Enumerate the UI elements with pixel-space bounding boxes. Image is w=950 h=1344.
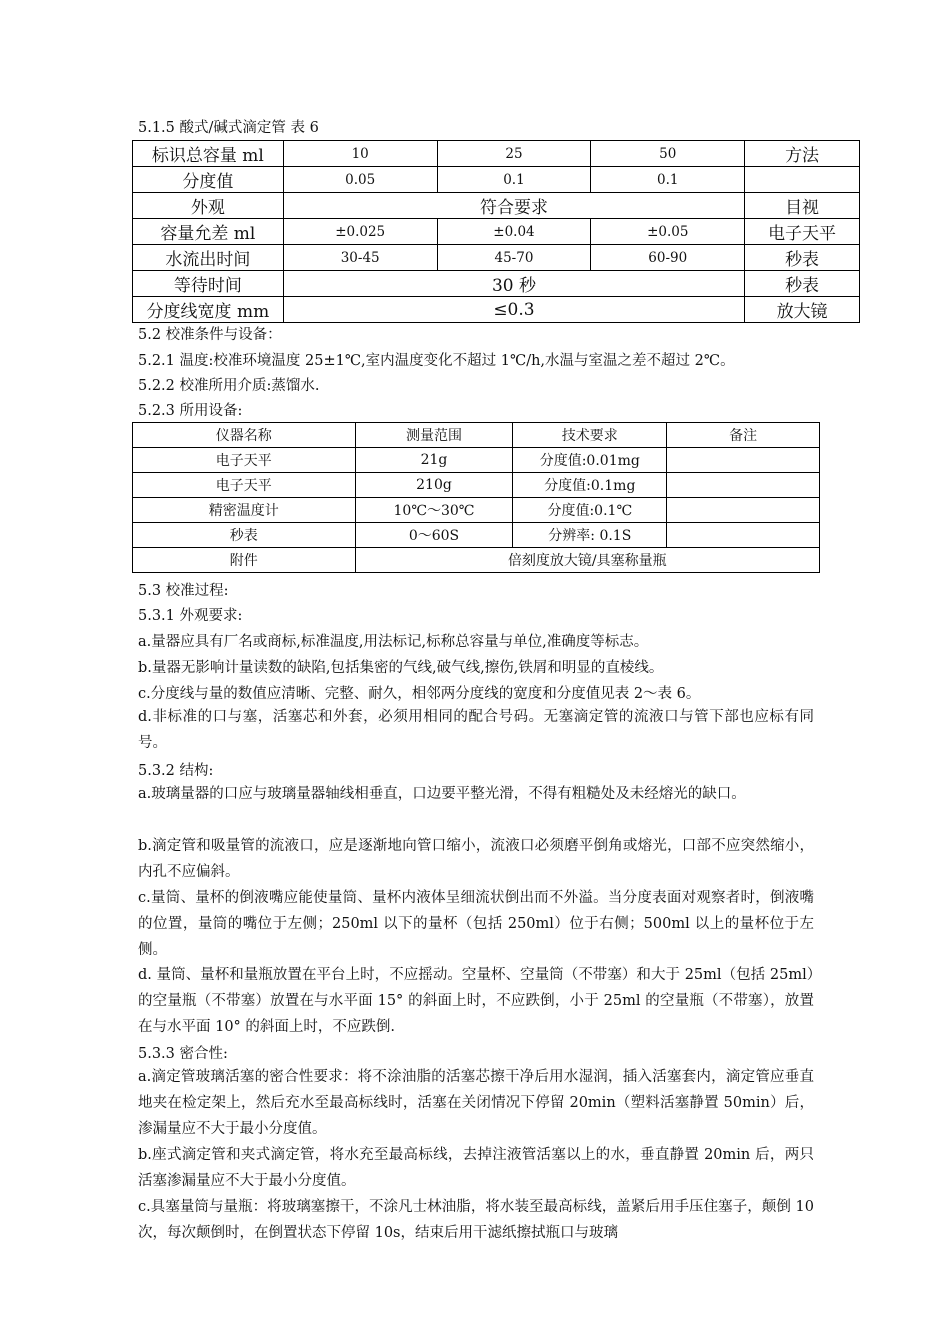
column-header: 测量范围 xyxy=(355,423,513,448)
merged-cell: 符合要求 xyxy=(283,193,744,219)
cell: 0～60S xyxy=(355,523,513,548)
cell: 分辨率: 0.1S xyxy=(513,523,667,548)
cell: 60-90 xyxy=(591,245,745,271)
column-header: 备注 xyxy=(667,423,820,448)
method-cell: 秒表 xyxy=(745,245,860,271)
section-heading: 5.2.3 所用设备: xyxy=(138,403,243,419)
paragraph: d. 量筒、量杯和量瓶放置在平台上时，不应摇动。空量杯、空量筒（不带塞）和大于 25ml（包括 25ml）的空量瓶（不带塞）放置在与水平面 15° 的斜面上时，不应跌倒，小于 25ml 的空量瓶（不带塞），放置在与水平面 10° 的斜面上时，不应跌倒. xyxy=(138,967,814,1035)
cell: 0.05 xyxy=(283,167,437,193)
section-heading: 5.2 校准条件与设备： xyxy=(138,327,282,343)
table-row xyxy=(133,297,860,323)
row-label: 水流出时间 xyxy=(133,245,284,271)
equipment-table xyxy=(132,422,820,573)
row-label: 外观 xyxy=(133,193,284,219)
table-header-row xyxy=(133,423,820,448)
method-cell xyxy=(745,167,860,193)
row-label: 等待时间 xyxy=(133,271,284,297)
cell: 10℃～30℃ xyxy=(355,498,513,523)
cell: 电子天平 xyxy=(133,448,356,473)
method-cell: 秒表 xyxy=(745,271,860,297)
table-row xyxy=(133,448,820,473)
section-heading: 5.3.1 外观要求: xyxy=(138,608,243,624)
table-row xyxy=(133,167,860,193)
cell: 10 xyxy=(283,141,437,167)
burette-spec-table xyxy=(132,140,860,323)
paragraph: a.滴定管玻璃活塞的密合性要求：将不涂油脂的活塞芯擦干净后用水湿润，插入活塞套内，滴定管应垂直地夹在检定架上，然后充水至最高标线时，活塞在关闭情况下停留 20min（塑料活塞静置 50min）后，渗漏量应不大于最小分度值。 xyxy=(138,1069,814,1137)
cell: 210g xyxy=(355,473,513,498)
table-row xyxy=(133,219,860,245)
cell: 21g xyxy=(355,448,513,473)
cell: 30-45 xyxy=(283,245,437,271)
cell: 电子天平 xyxy=(133,473,356,498)
paragraph: d.非标准的口与塞，活塞芯和外套，必须用相同的配合号码。无塞滴定管的流液口与管下部也应标有同号。 xyxy=(138,709,814,751)
cell: ±0.05 xyxy=(591,219,745,245)
cell: 0.1 xyxy=(437,167,591,193)
method-cell: 方法 xyxy=(745,141,860,167)
cell: 0.1 xyxy=(591,167,745,193)
cell: 分度值:0.01mg xyxy=(513,448,667,473)
column-header: 技术要求 xyxy=(513,423,667,448)
section-heading: 5.3.2 结构: xyxy=(138,763,214,779)
table-row xyxy=(133,473,820,498)
paragraph: a.量器应具有厂名或商标,标准温度,用法标记,标称总容量与单位,准确度等标志。 xyxy=(138,634,649,650)
merged-cell: 30 秒 xyxy=(283,271,744,297)
cell: 分度值:0.1℃ xyxy=(513,498,667,523)
section-heading: 5.3 校准过程: xyxy=(138,583,229,599)
cell xyxy=(667,498,820,523)
merged-cell: ≤0.3 xyxy=(283,297,744,323)
paragraph: c.具塞量筒与量瓶：将玻璃塞擦干，不涂凡士林油脂，将水装至最高标线，盖紧后用手压住塞子，颠倒 10 次，每次颠倒时，在倒置状态下停留 10s，结束后用干滤纸擦拭瓶口与玻璃 xyxy=(138,1199,814,1241)
cell: 秒表 xyxy=(133,523,356,548)
row-label: 分度线宽度 mm xyxy=(133,297,284,323)
table-row xyxy=(133,271,860,297)
paragraph: b.滴定管和吸量管的流液口，应是逐渐地向管口缩小，流液口必须磨平倒角或熔光，口部不应突然缩小，内孔不应偏斜。 xyxy=(138,838,814,880)
section-heading: 5.1.5 酸式/碱式滴定管 表 6 xyxy=(138,120,319,136)
method-cell: 目视 xyxy=(745,193,860,219)
paragraph: c.量筒、量杯的倒液嘴应能使量筒、量杯内液体呈细流状倒出而不外溢。当分度表面对观察者时，倒液嘴的位置，量筒的嘴位于左侧；250ml 以下的量杯（包括 250ml）位于右侧；500ml 以上的量杯位于左侧。 xyxy=(138,890,814,958)
cell: ±0.04 xyxy=(437,219,591,245)
table-row xyxy=(133,498,820,523)
row-label: 标识总容量 ml xyxy=(133,141,284,167)
table-row xyxy=(133,193,860,219)
paragraph: a.玻璃量器的口应与玻璃量器轴线相垂直，口边要平整光滑，不得有粗糙处及未经熔光的缺口。 xyxy=(138,786,746,802)
row-label: 容量允差 ml xyxy=(133,219,284,245)
method-cell: 放大镜 xyxy=(745,297,860,323)
cell: 精密温度计 xyxy=(133,498,356,523)
column-header: 仪器名称 xyxy=(133,423,356,448)
cell xyxy=(667,523,820,548)
row-label: 分度值 xyxy=(133,167,284,193)
method-cell: 电子天平 xyxy=(745,219,860,245)
paragraph: b.座式滴定管和夹式滴定管，将水充至最高标线，去掉注液管活塞以上的水，垂直静置 20min 后，两只活塞渗漏量应不大于最小分度值。 xyxy=(138,1147,814,1189)
cell: 分度值:0.1mg xyxy=(513,473,667,498)
table-row xyxy=(133,548,820,573)
cell xyxy=(667,473,820,498)
cell: 附件 xyxy=(133,548,356,573)
table-row xyxy=(133,141,860,167)
cell: 50 xyxy=(591,141,745,167)
paragraph: 5.2.1 温度:校准环境温度 25±1℃,室内温度变化不超过 1℃/h,水温与室温之差不超过 2℃。 xyxy=(138,353,735,369)
paragraph: b.量器无影响计量读数的缺陷,包括集密的气线,破气线,擦伤,铁屑和明显的直棱线。 xyxy=(138,660,664,676)
cell xyxy=(667,448,820,473)
merged-cell: 倍刻度放大镜/具塞称量瓶 xyxy=(355,548,819,573)
paragraph: c.分度线与量的数值应清晰、完整、耐久，相邻两分度线的宽度和分度值见表 2～表 6。 xyxy=(138,686,701,702)
table-row xyxy=(133,245,860,271)
paragraph: 5.2.2 校准所用介质:蒸馏水. xyxy=(138,378,320,394)
cell: 45-70 xyxy=(437,245,591,271)
cell: 25 xyxy=(437,141,591,167)
section-heading: 5.3.3 密合性: xyxy=(138,1046,228,1062)
cell: ±0.025 xyxy=(283,219,437,245)
table-row xyxy=(133,523,820,548)
